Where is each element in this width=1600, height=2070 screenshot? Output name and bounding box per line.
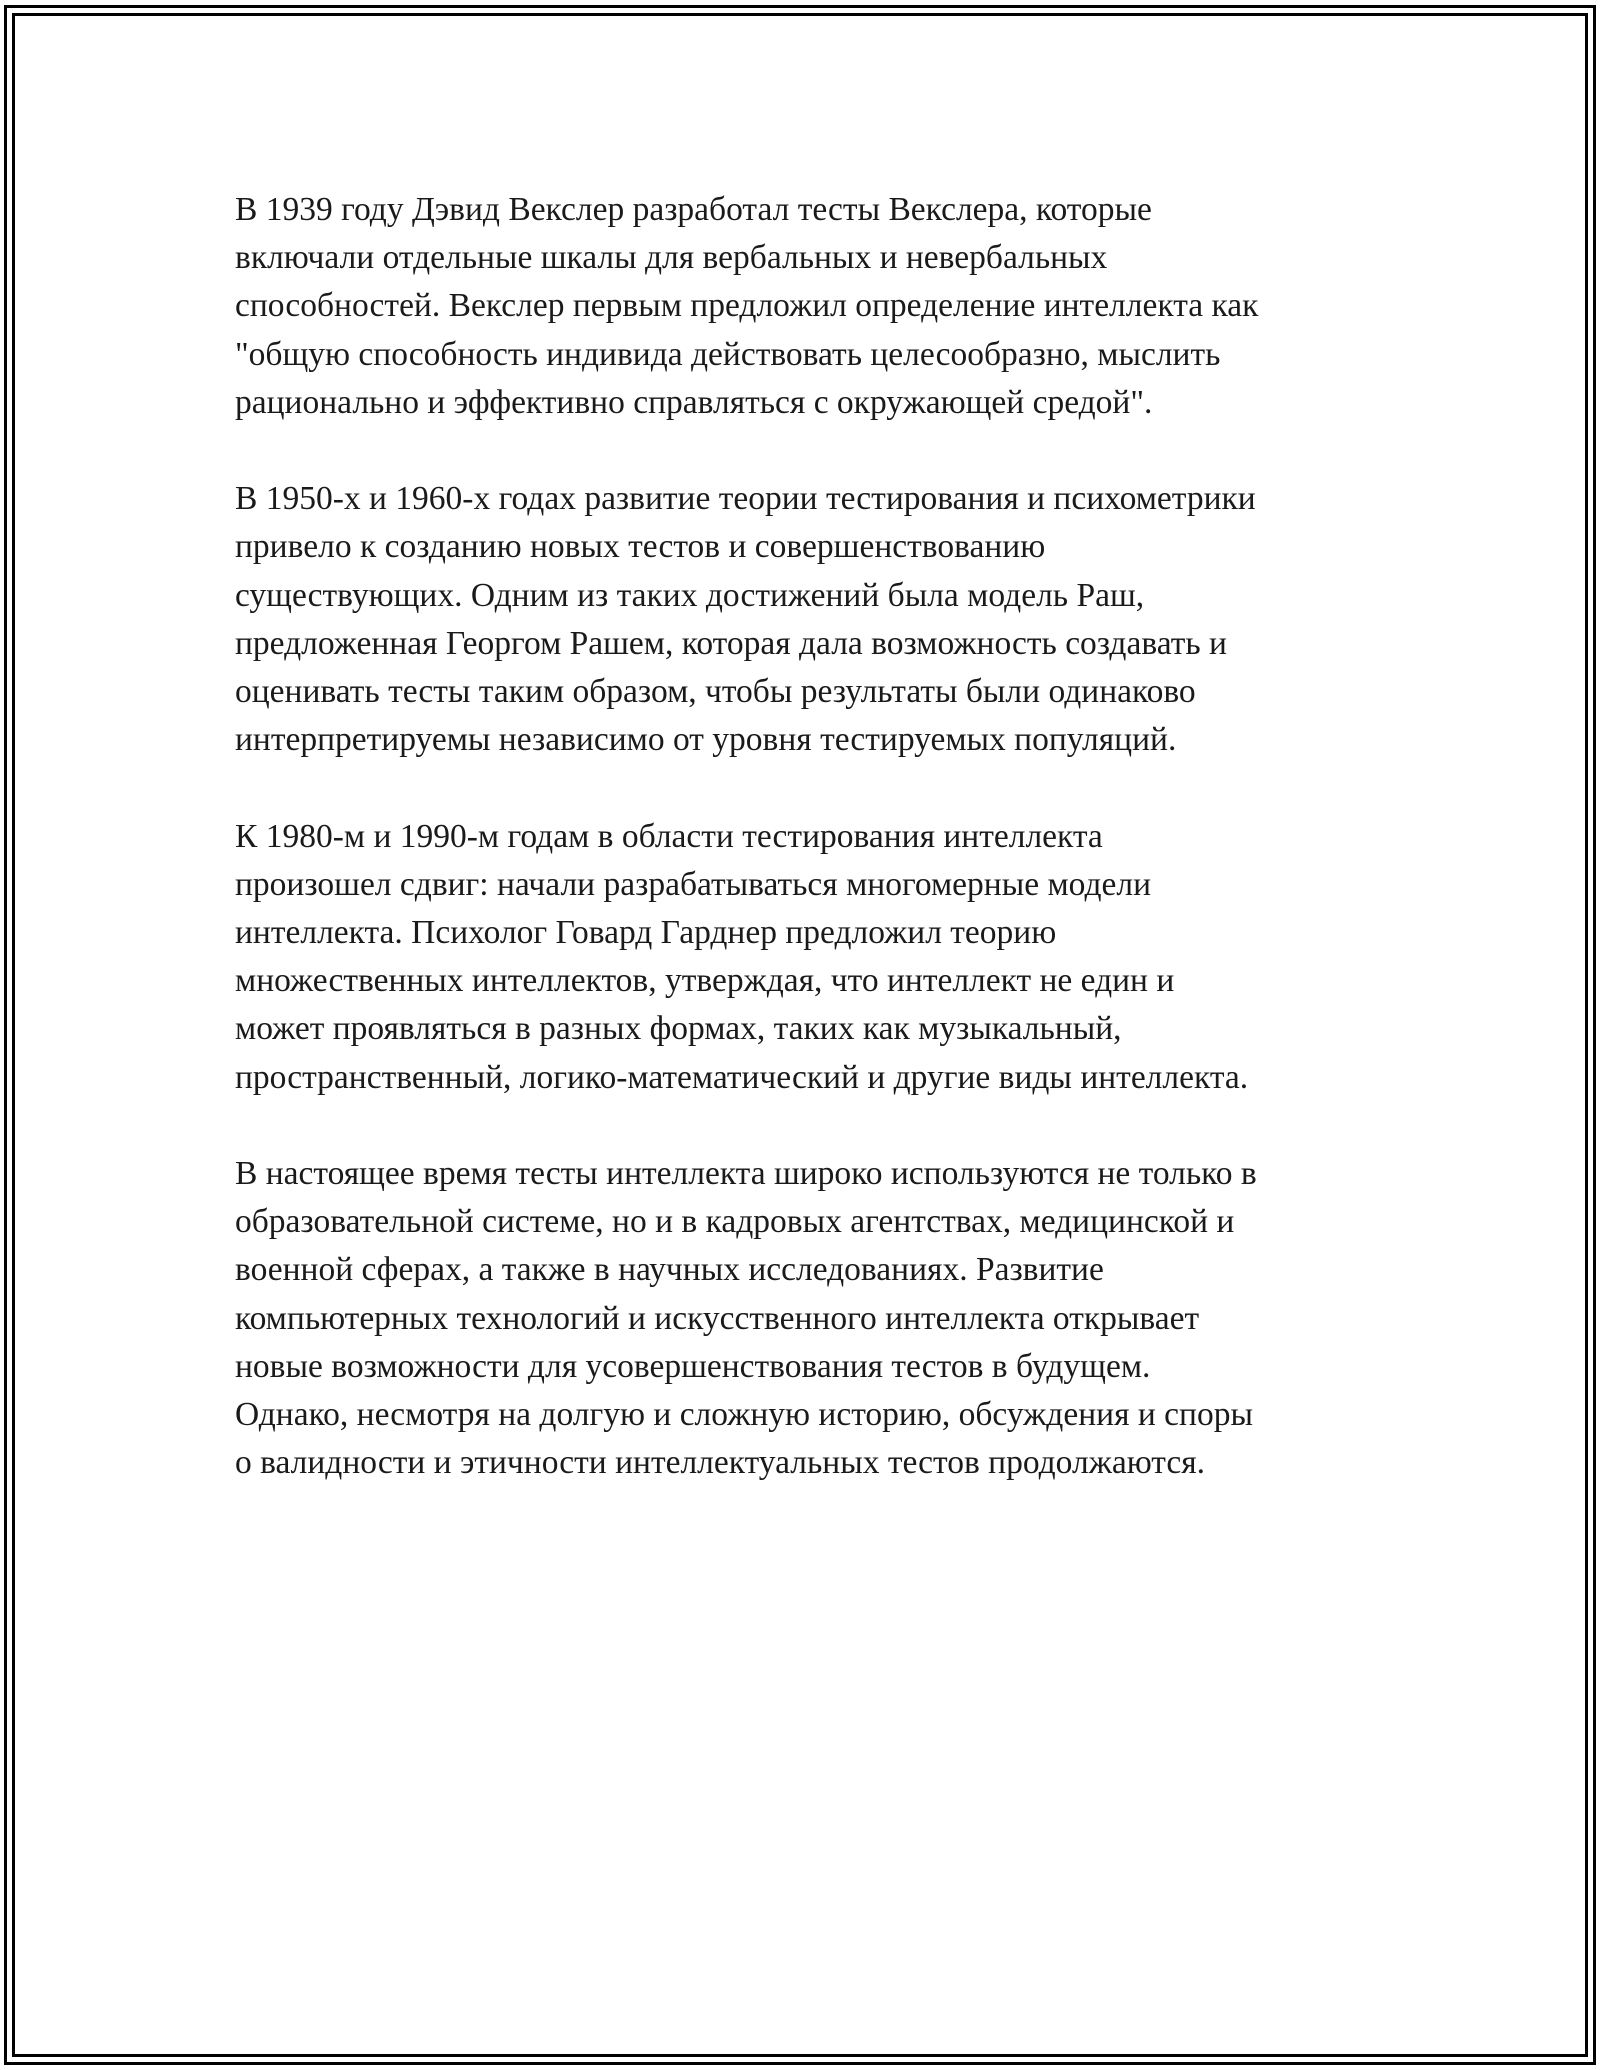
text-line: включали отдельные шкалы для вербальных и невербальных <box>235 239 1108 277</box>
text-line: множественных интеллектов, утверждая, что интеллект не един и <box>235 962 1175 1000</box>
text-line: интеллекта. Психолог Говард Гарднер предложил теорию <box>235 914 1057 952</box>
text-line: образовательной системе, но и в кадровых агентствах, медицинской и <box>235 1203 1235 1241</box>
text-line: военной сферах, а также в научных исследованиях. Развитие <box>235 1251 1104 1289</box>
text-line: Однако, несмотря на долгую и сложную историю, обсуждения и споры <box>235 1396 1253 1434</box>
text-line: привело к созданию новых тестов и совершенствованию <box>235 528 1046 566</box>
paragraph-4 <box>235 1150 1375 1487</box>
paragraph-3 <box>235 813 1375 1102</box>
text-line: произошел сдвиг: начали разрабатываться многомерные модели <box>235 865 1152 903</box>
text-line: интерпретируемы независимо от уровня тестируемых популяций. <box>235 721 1177 759</box>
text-line: может проявляться в разных формах, таких как музыкальный, <box>235 1010 1122 1048</box>
text-line: оценивать тесты таким образом, чтобы результаты были одинаково <box>235 673 1196 711</box>
text-line: способностей. Векслер первым предложил определение интеллекта как <box>235 287 1259 325</box>
text-line: В настоящее время тесты интеллекта широко используются не только в <box>235 1155 1257 1193</box>
text-line: новые возможности для усовершенствования тестов в будущем. <box>235 1347 1151 1385</box>
text-line: В 1950-х и 1960-х годах развитие теории тестирования и психометрики <box>235 480 1256 518</box>
text-line: "общую способность индивида действовать целесообразно, мыслить <box>235 335 1221 373</box>
paragraph-2 <box>235 475 1375 764</box>
document-body <box>235 186 1375 1536</box>
text-line: существующих. Одним из таких достижений была модель Раш, <box>235 576 1145 614</box>
text-line: В 1939 году Дэвид Векслер разработал тесты Векслера, которые <box>235 191 1152 228</box>
text-line: предложенная Георгом Рашем, которая дала возможность создавать и <box>235 624 1227 662</box>
text-line: рационально и эффективно справляться с окружающей средой". <box>235 383 1153 421</box>
paragraph-1 <box>235 186 1375 427</box>
text-line: К 1980-м и 1990-м годам в области тестирования интеллекта <box>235 817 1103 855</box>
text-line: о валидности и этичности интеллектуальных тестов продолжаются. <box>235 1444 1206 1482</box>
text-line: компьютерных технологий и искусственного интеллекта открывает <box>235 1299 1200 1337</box>
text-line: пространственный, логико-математический и другие виды интеллекта. <box>235 1058 1249 1096</box>
